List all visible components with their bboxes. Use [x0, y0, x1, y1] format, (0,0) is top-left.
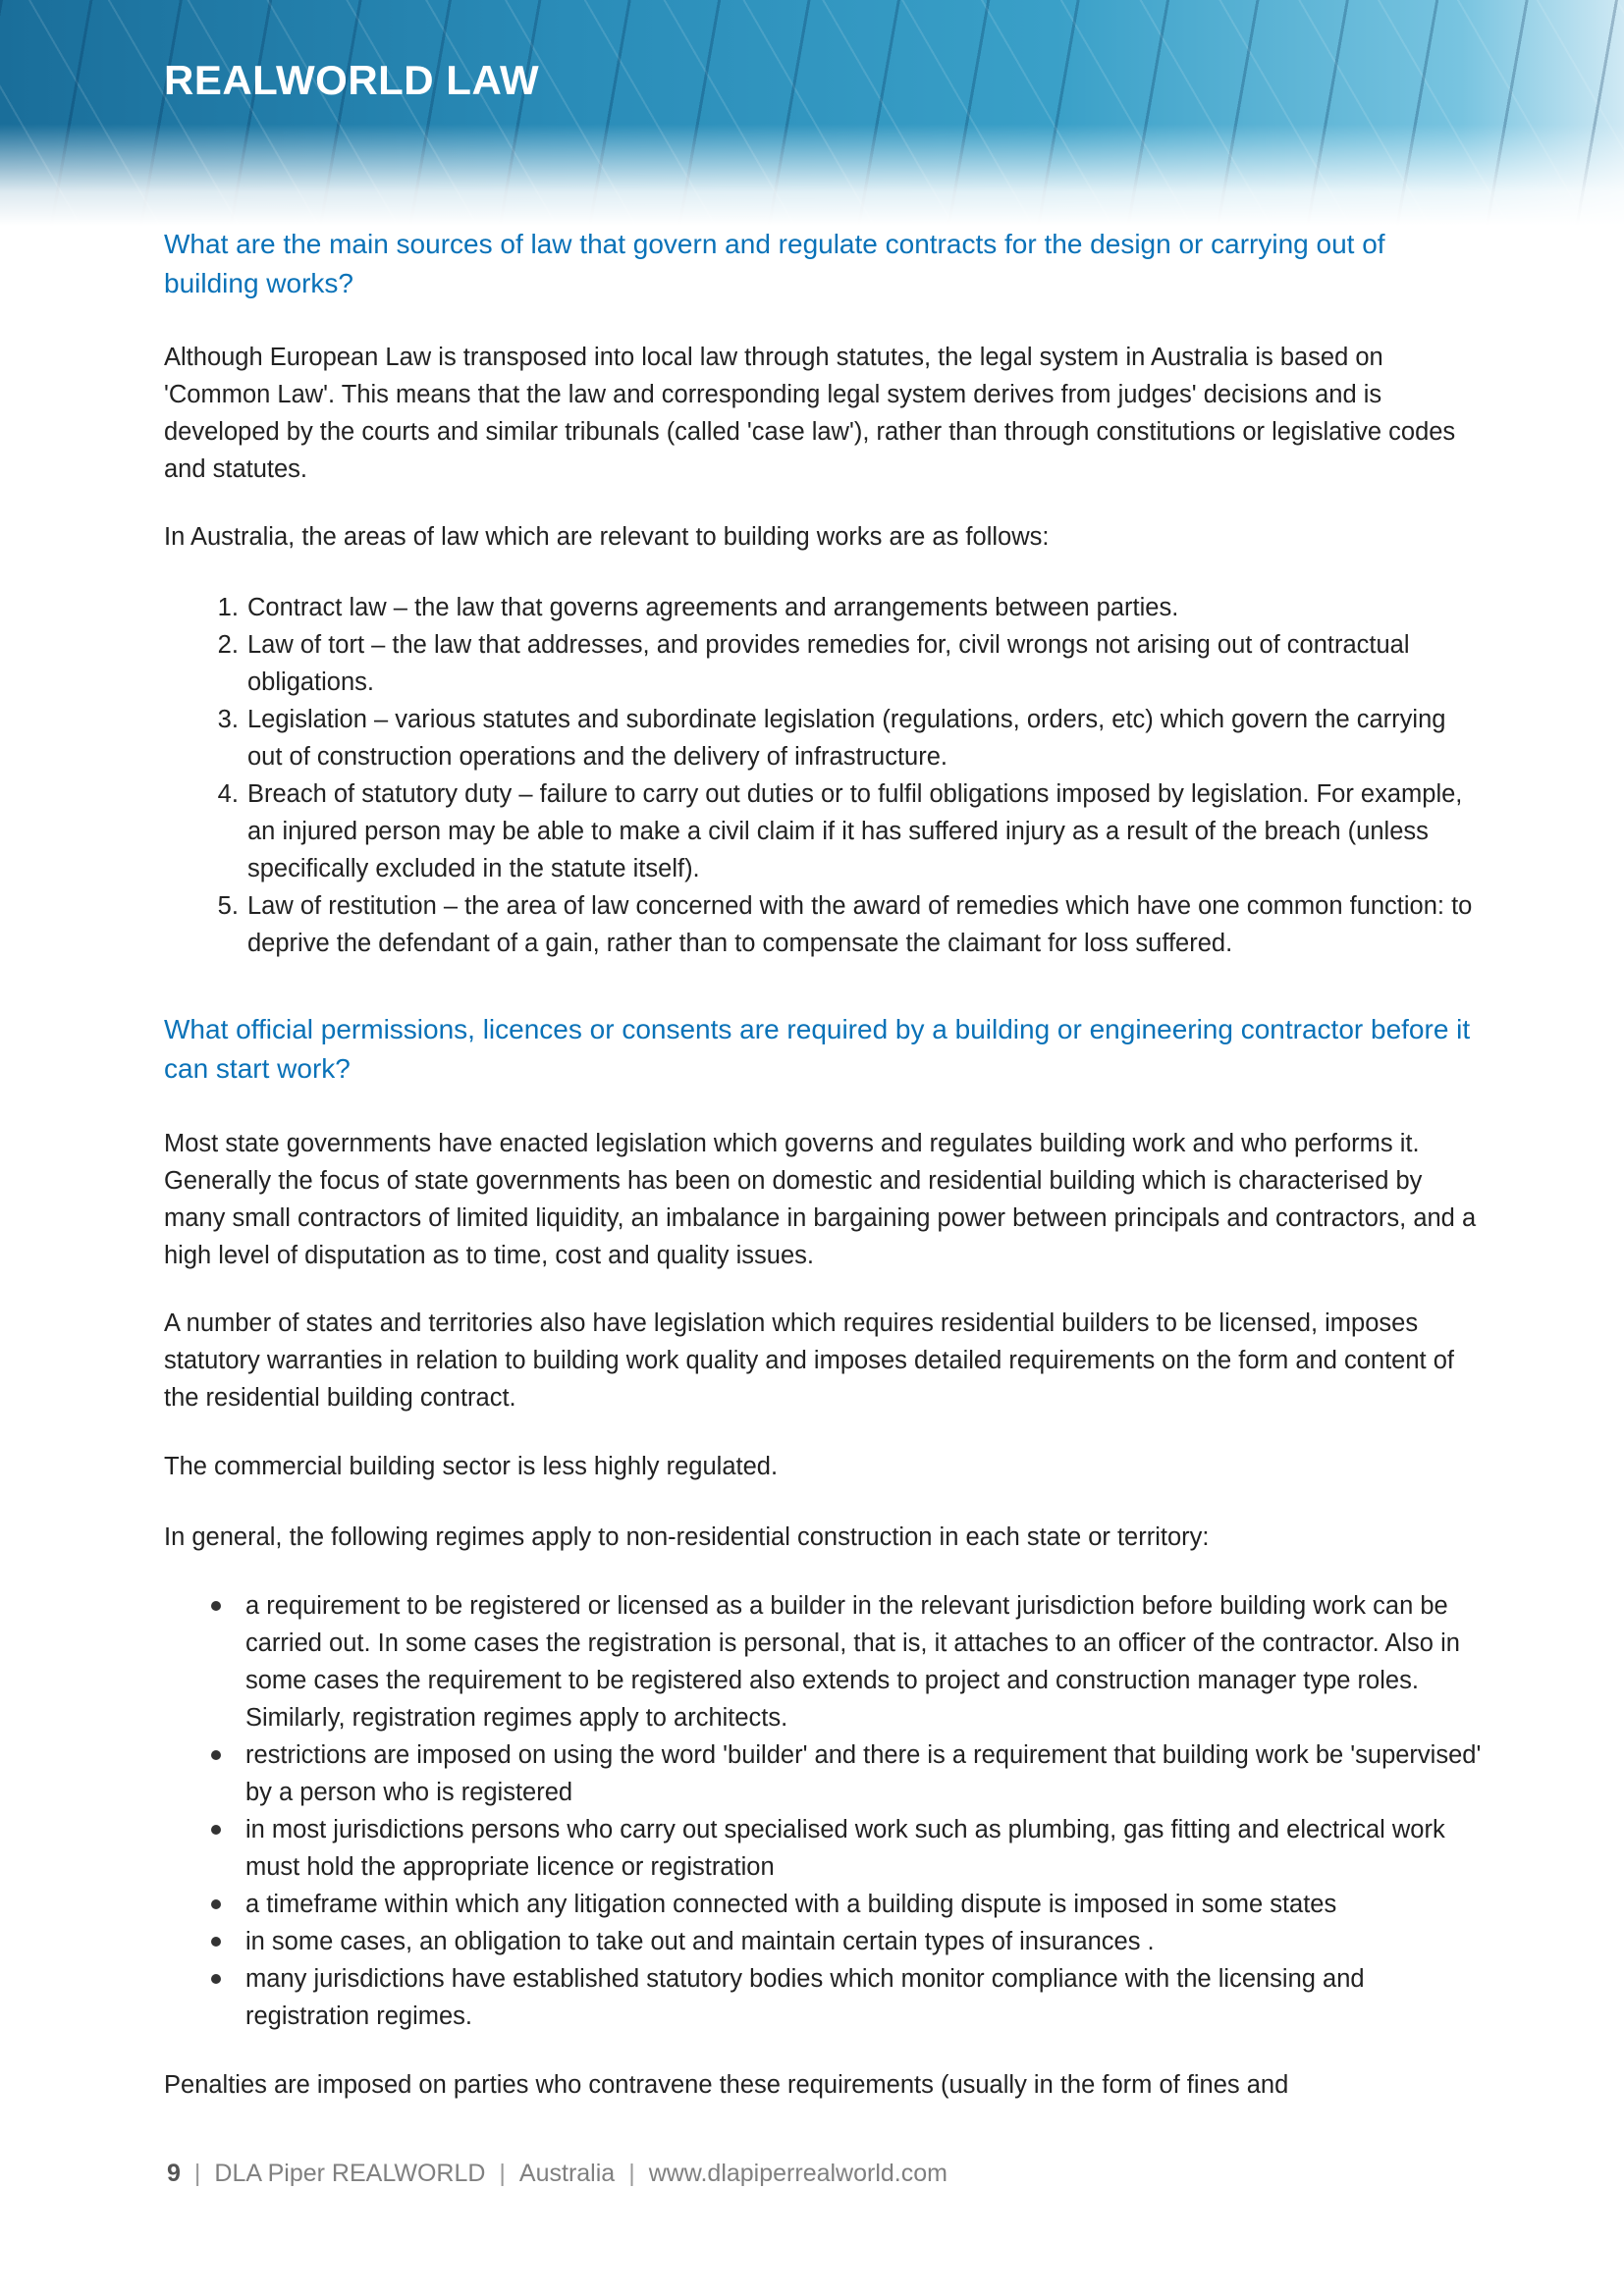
paragraph: In general, the following regimes apply to non-residential construction in each state or territory: [164, 1523, 1210, 1551]
paragraph: Penalties are imposed on parties who contravene these requirements (usually in the form of fines and [164, 2071, 1289, 2099]
page-footer [167, 2160, 947, 2188]
separator: | [628, 2160, 635, 2187]
paragraph: Most state governments have enacted legislation which governs and regulates building work and who performs it. Generally the focus of state governments has been on domestic and residential building which is characterised by many small contractors of limited liquidity, an imbalance in bargaining power between principals and contractors, and a high level of disputation as to time, cost and quality issues. [164, 1130, 1477, 1269]
list-item: 1. Contract law – the law that governs agreements and arrangements between parties. [245, 589, 1485, 626]
list-item: 5. Law of restitution – the area of law concerned with the award of remedies which have one common function: to deprive the defendant of a gain, rather than to compensate the claimant for loss suffered. [245, 887, 1485, 962]
footer-country: Australia [518, 2160, 616, 2187]
list-item: 3. Legislation – various statutes and subordinate legislation (regulations, orders, etc) which govern the carrying out of construction operations and the delivery of infrastructure. [245, 701, 1485, 775]
footer-url-link[interactable]: www.dlapiperrealworld.com [648, 2160, 947, 2187]
header-banner-image [0, 0, 1624, 226]
paragraph: The commercial building sector is less highly regulated. [164, 1453, 779, 1480]
section-heading-sources-of-law: What are the main sources of law that govern and regulate contracts for the design or carrying out of building works? [164, 229, 1385, 298]
bullet-item: in most jurisdictions persons who carry out specialised work such as plumbing, gas fitting and electrical work must hold the appropriate licence or registration [245, 1811, 1485, 1886]
paragraph: In Australia, the areas of law which are relevant to building works are as follows: [164, 523, 1050, 551]
separator: | [193, 2160, 201, 2187]
bullet-item: in some cases, an obligation to take out and maintain certain types of insurances . [245, 1923, 1485, 1960]
paragraph: Although European Law is transposed into local law through statutes, the legal system in Australia is based on 'Common Law'. This means that the law and corresponding legal system derives from judges' decisions and is developed by the courts and similar tribunals (called 'case law'), rather than through constitutions or legislative codes and statutes. [164, 344, 1456, 483]
areas-of-law-list [164, 589, 1485, 962]
regimes-bullet-list [164, 1587, 1485, 2035]
paragraph: A number of states and territories also have legislation which requires residential builders to be licensed, imposes statutory warranties in relation to building work quality and imposes detailed requirements on the form and content of the residential building contract. [164, 1309, 1454, 1412]
bullet-item: many jurisdictions have established statutory bodies which monitor compliance with the licensing and registration regimes. [245, 1960, 1485, 2035]
bullet-item: restrictions are imposed on using the word 'builder' and there is a requirement that building work be 'supervised' by a person who is registered [245, 1736, 1485, 1811]
list-item: 4. Breach of statutory duty – failure to carry out duties or to fulfil obligations imposed by legislation. For example, an injured person may be able to make a civil claim if it has suffered injury as a result of the breach (unless specifically excluded in the statute itself). [245, 775, 1485, 887]
brand-title: REALWORLD LAW [164, 57, 540, 103]
section-heading-permissions: What official permissions, licences or consents are required by a building or engineering contractor before it can start work? [164, 1014, 1471, 1084]
bullet-item: a timeframe within which any litigation connected with a building dispute is imposed in some states [245, 1886, 1485, 1923]
footer-publisher: DLA Piper REALWORLD [214, 2160, 486, 2187]
bullet-item: a requirement to be registered or licensed as a builder in the relevant jurisdiction before building work can be carried out. In some cases the registration is personal, that is, it attaches to an officer of the contractor. Also in some cases the requirement to be registered also extends to project and construction manager type roles. Similarly, registration regimes apply to architects. [245, 1587, 1485, 1736]
page-number: 9 [167, 2160, 181, 2187]
separator: | [499, 2160, 506, 2187]
list-item: 2. Law of tort – the law that addresses, and provides remedies for, civil wrongs not arising out of contractual obligations. [245, 626, 1485, 701]
